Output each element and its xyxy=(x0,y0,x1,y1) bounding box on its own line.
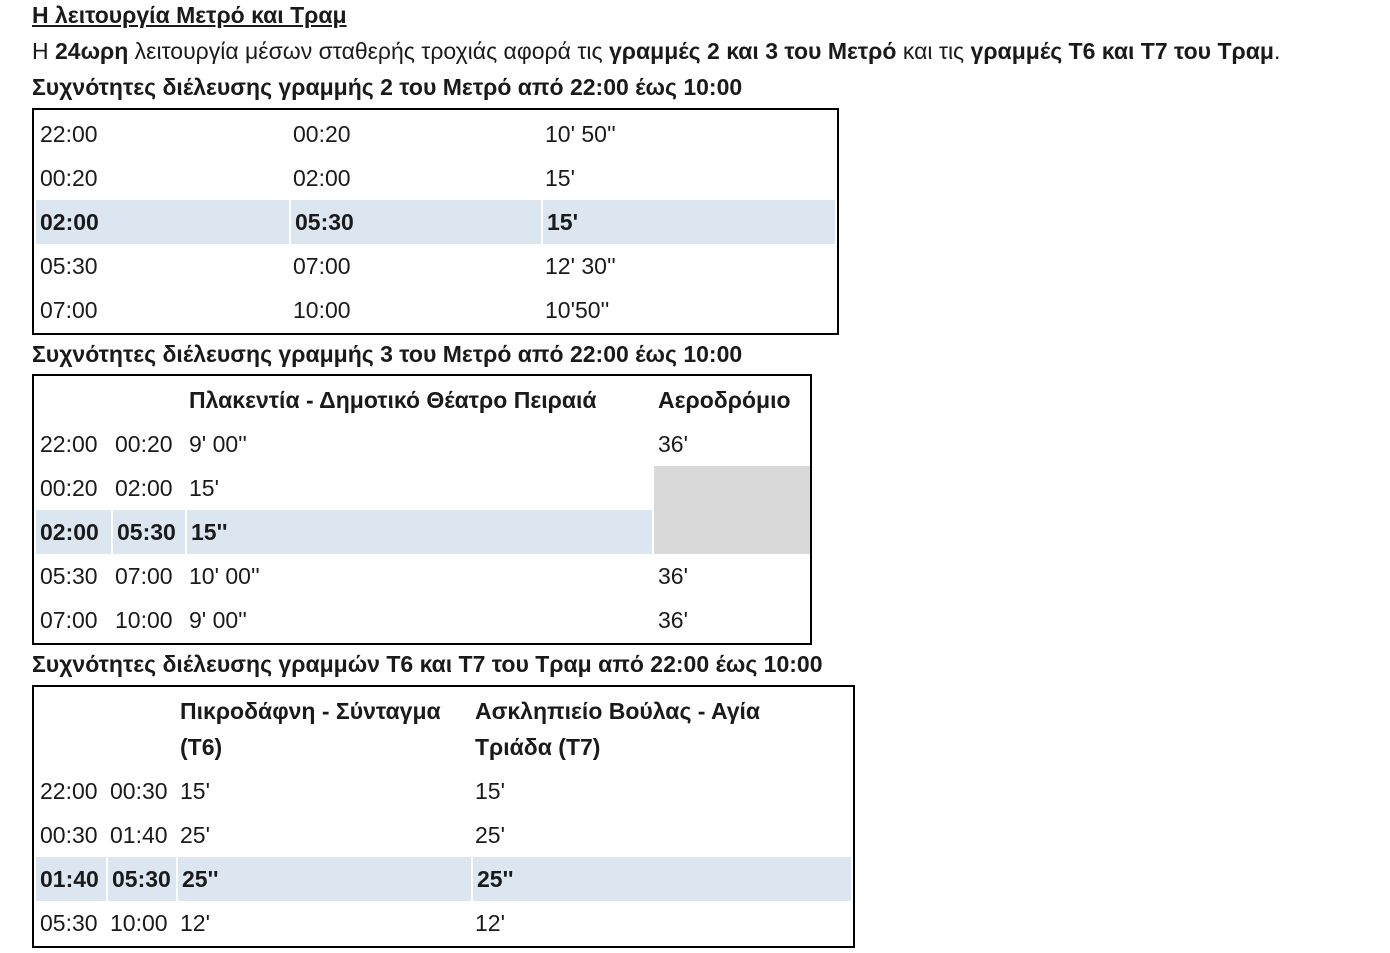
cell-frequency: 12' 30'' xyxy=(545,253,616,279)
cell-to: 05:30 xyxy=(289,200,354,244)
cell-from: 22:00 xyxy=(40,121,98,147)
cell-to: 10:00 xyxy=(293,297,351,323)
intro-text-4: . xyxy=(1273,38,1281,64)
tram-title: Συχνότητες διέλευσης γραμμών Τ6 και Τ7 του Τραμ από 22:00 έως 10:00 xyxy=(32,651,823,677)
table-row xyxy=(36,288,835,332)
cell-from: 00:20 xyxy=(40,475,98,501)
cell-to: 10:00 xyxy=(110,910,168,936)
cell-to: 01:40 xyxy=(110,822,168,848)
table-row xyxy=(36,112,835,156)
cell-airport-frequency: 36' xyxy=(658,607,688,633)
table-row-highlighted xyxy=(36,510,808,554)
cell-from: 22:00 xyxy=(40,431,98,457)
cell-to: 02:00 xyxy=(293,165,351,191)
intro-text-2: λειτουργία μέσων σταθερής τροχιάς αφορά τις xyxy=(128,38,609,64)
intro-bold-metro-lines: γραμμές 2 και 3 του Μετρό xyxy=(609,38,897,64)
cell-frequency: 15' xyxy=(541,200,578,244)
metro-line3-title: Συχνότητες διέλευσης γραμμής 3 του Μετρό από 22:00 έως 10:00 xyxy=(32,341,743,367)
cell-frequency: 9' 00'' xyxy=(189,607,247,633)
cell-from: 22:00 xyxy=(40,778,98,804)
header-t7: Ασκληπιείο Βούλας - Αγία Τριάδα (Τ7) xyxy=(475,698,761,760)
cell-from: 01:40 xyxy=(40,866,99,892)
cell-from: 07:00 xyxy=(40,607,98,633)
cell-from: 05:30 xyxy=(40,253,98,279)
metro-line2-table xyxy=(32,108,839,335)
cell-frequency: 10' 50'' xyxy=(545,121,616,147)
table-row xyxy=(36,769,851,813)
cell-from: 02:00 xyxy=(40,519,99,545)
cell-t6-frequency: 12' xyxy=(180,910,210,936)
cell-airport-frequency: 36' xyxy=(658,563,688,589)
cell-frequency: 10' 00'' xyxy=(189,563,260,589)
intro-paragraph xyxy=(32,36,1280,66)
cell-t6-frequency: 25' xyxy=(180,822,210,848)
table-row xyxy=(36,466,808,510)
cell-to: 05:30 xyxy=(106,857,171,901)
cell-to: 02:00 xyxy=(115,475,173,501)
header-route-airport: Αεροδρόμιο xyxy=(658,387,791,413)
metro-line3-table xyxy=(32,374,812,645)
cell-to: 10:00 xyxy=(115,607,173,633)
cell-from: 07:00 xyxy=(40,297,98,323)
cell-to: 07:00 xyxy=(115,563,173,589)
table-row xyxy=(36,244,835,288)
table-row xyxy=(36,156,835,200)
tram-table xyxy=(32,685,855,948)
table-row xyxy=(36,422,808,466)
cell-from: 00:30 xyxy=(40,822,98,848)
cell-to: 00:30 xyxy=(110,778,168,804)
cell-t6-frequency: 25'' xyxy=(176,857,219,901)
table-row xyxy=(36,554,808,598)
intro-text-3: και τις xyxy=(896,38,971,64)
cell-t7-frequency: 25'' xyxy=(471,857,514,901)
cell-t7-frequency: 12' xyxy=(475,910,505,936)
table-row xyxy=(36,598,808,642)
cell-airport-empty xyxy=(654,466,810,510)
page-title: Η λειτουργία Μετρό και Τραμ xyxy=(32,2,347,28)
cell-airport-empty xyxy=(652,510,810,554)
table-row-highlighted xyxy=(36,200,835,244)
table-header-row xyxy=(36,689,851,773)
table-row-highlighted xyxy=(36,857,851,901)
cell-airport-frequency: 36' xyxy=(658,431,688,457)
intro-bold-24h: 24ωρη xyxy=(55,38,129,64)
cell-frequency: 15'' xyxy=(185,510,228,554)
cell-from: 05:30 xyxy=(40,563,98,589)
intro-bold-tram-lines: γραμμές Τ6 και Τ7 του Τραμ xyxy=(970,38,1274,64)
cell-t6-frequency: 15' xyxy=(180,778,210,804)
cell-from: 05:30 xyxy=(40,910,98,936)
cell-to: 00:20 xyxy=(115,431,173,457)
metro-line2-title: Συχνότητες διέλευσης γραμμής 2 του Μετρό από 22:00 έως 10:00 xyxy=(32,74,743,100)
cell-to: 07:00 xyxy=(293,253,351,279)
intro-text-1: Η xyxy=(32,38,55,64)
cell-from: 00:20 xyxy=(40,165,98,191)
cell-to: 05:30 xyxy=(111,510,176,554)
cell-frequency: 15' xyxy=(189,475,219,501)
table-row xyxy=(36,901,851,945)
cell-to: 00:20 xyxy=(293,121,351,147)
table-row xyxy=(36,813,851,857)
cell-frequency: 9' 00'' xyxy=(189,431,247,457)
cell-t7-frequency: 15' xyxy=(475,778,505,804)
cell-frequency: 10'50'' xyxy=(545,297,610,323)
cell-from: 02:00 xyxy=(40,209,99,235)
header-t6: Πικροδάφνη - Σύνταγμα (Τ6) xyxy=(180,698,441,760)
cell-frequency: 15' xyxy=(545,165,575,191)
cell-t7-frequency: 25' xyxy=(475,822,505,848)
header-route-main: Πλακεντία - Δημοτικό Θέατρο Πειραιά xyxy=(189,387,597,413)
table-header-row xyxy=(36,378,808,422)
